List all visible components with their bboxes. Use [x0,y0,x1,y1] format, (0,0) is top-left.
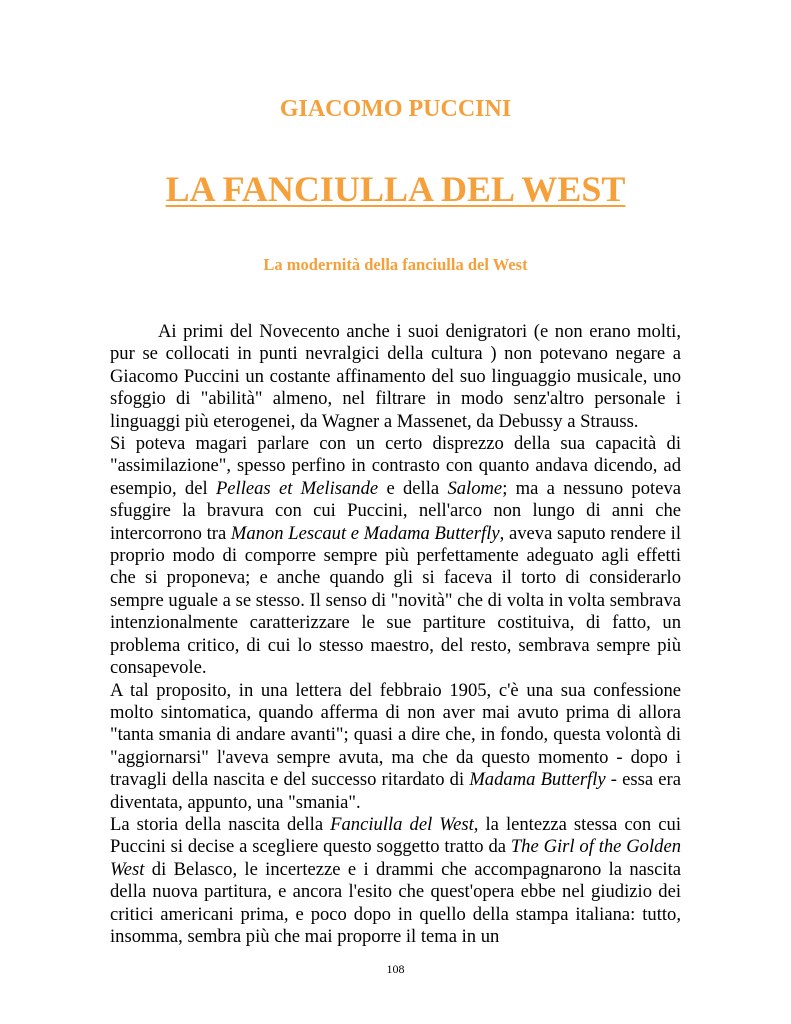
paragraph-3-text-2: - essa era diventata, appunto, una "smania". [110,769,681,813]
work-title-salome: Salome [447,477,503,499]
page-title-text: LA FANCIULLA DEL WEST [165,169,626,209]
subtitle-heading: La modernità della fanciulla del West [263,255,528,274]
work-title-girl-golden-west: The Girl of the Golden West [110,836,681,880]
paragraph-3-text-1: A tal proposito, in una lettera del febbraio 1905, c'è una sua confessione molto sintomatica, quando afferma di non aver mai avuto prima di allora "tanta smania di andare avanti"; quasi a dire che, in fondo, questa volontà di "aggiornarsi" l'aveva sempre avuta, ma che da questo momento - dopo i travagli della nascita e del successo ritardato di [110,679,681,791]
author-heading: GIACOMO PUCCINI [279,96,512,122]
paragraph-4-text-1: La storia della nascita della [110,813,331,835]
work-title-madama-butterfly: Madama Butterfly [469,769,606,791]
paragraph-2 [110,433,681,679]
work-title-fanciulla: Fanciulla del West [330,813,474,835]
paragraph-2-text-4: , aveva saputo rendere il proprio modo di comporre sempre più perfettamente adeguato agli effetti che si proponeva; e anche quando gli si faceva il torto di considerarlo sempre uguale a se stesso. Il senso di "novità" che di volta in volta sembrava intenzionalmente caratterizzare le sue partiture costituiva, di fatto, un problema critico, di cui lo stesso maestro, del resto, sembrava sempre più consapevole. [110,522,682,679]
paragraph-3 [110,680,681,814]
paragraph-2-text-1: Si poteva magari parlare con un certo disprezzo della sua capacità di "assimilazione", spesso perfino in contrasto con quanto andava dicendo, ad esempio, del [110,433,681,499]
work-title-pelleas: Pelleas et Melisande [215,477,379,499]
page-number: 108 [386,962,405,976]
paragraph-4-text-2: , la lentezza stessa con cui Puccini si decise a scegliere questo soggetto tratto da [110,813,681,858]
paragraph-4-text-3: di Belasco, le incertezze e i drammi che accompagnarono la nascita della nuova partitura, e ancora l'esito che quest'opera ebbe nel giudizio dei critici americani prima, e poco dopo in quello della stampa italiana: tutto, insomma, sembra più che mai proporre il tema in un [110,858,681,947]
paragraph-2-text-3: ; ma a nessuno poteva sfuggire la bravura con cui Puccini, nell'arco non lungo di anni che intercorrono tra [110,477,681,544]
body-text [110,321,681,948]
paragraph-1: Ai primi del Novecento anche i suoi denigratori (e non erano molti, pur se collocati in punti nevralgici della cultura ) non potevano negare a Giacomo Puccini un costante affinamento del suo linguaggio musicale, uno sfoggio di "abilità" almeno, nel filtrare in modo senz'altro personale i linguaggi più eterogenei, da Wagner a Massenet, da Debussy a Strauss. [110,321,681,432]
paragraph-4 [110,814,681,948]
paragraph-2-text-2: e della [378,477,448,499]
page-title [0,167,791,211]
work-title-manon-butterfly: Manon Lescaut e Madama Butterfly [230,522,500,544]
